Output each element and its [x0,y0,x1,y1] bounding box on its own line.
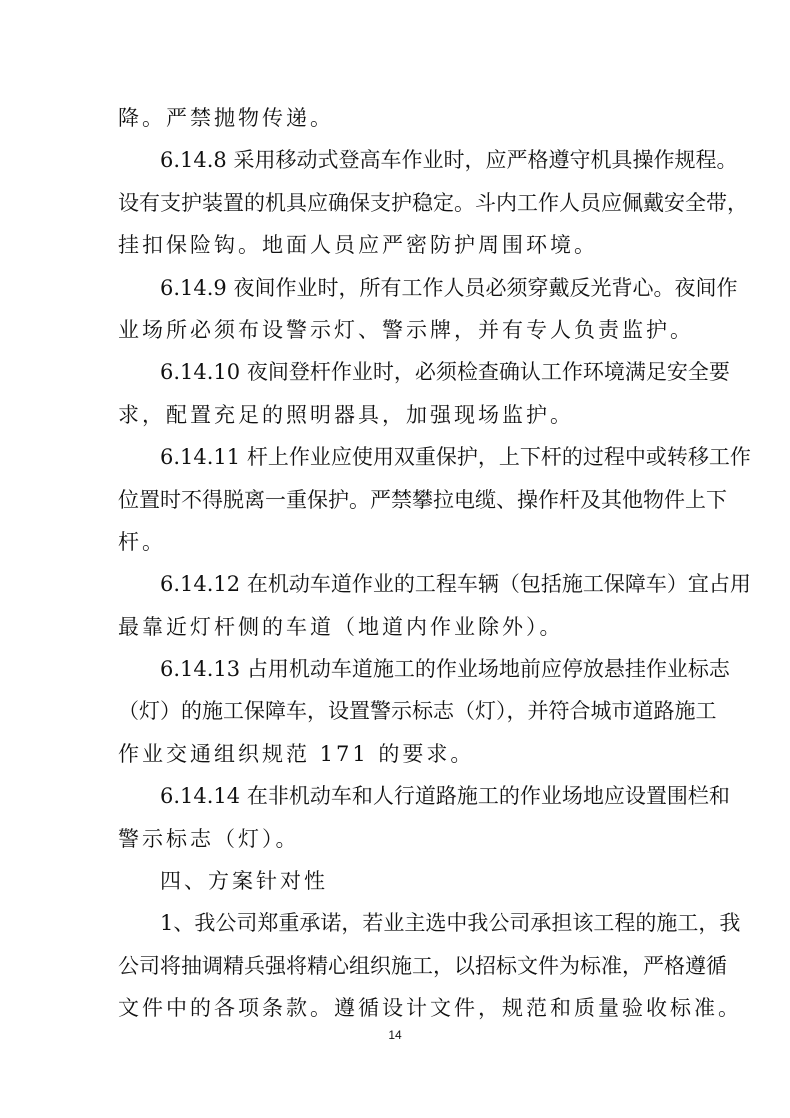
text-line: 6.14.8 采用移动式登高车作业时，应严格遵守机具操作规程。 [160,148,738,173]
text-line: 最靠近灯杆侧的车道（地道内作业除外）。 [118,614,564,639]
text-line: 降。严禁抛物传递。 [118,106,334,130]
text-line: 文件中的各项条款。遵循设计文件，规范和质量验收标准。 [118,996,742,1021]
text-line: 位置时不得脱离一重保护。严禁攀拉电缆、操作杆及其他物件上下 [118,487,727,512]
text-line: （灯）的施工保障车，设置警示标志（灯），并符合城市道路施工 [118,699,717,724]
text-line: 挂扣保险钩。地面人员应严密防护周围环境。 [118,233,598,258]
text-line: 1、我公司郑重承诺，若业主选中我公司承担该工程的施工，我 [160,911,741,936]
text-line: 杆。 [118,529,166,554]
body-text [118,97,751,1030]
text-line: 6.14.12 在机动车道作业的工程车辆（包括施工保障车）宜占用 [160,572,751,597]
text-line: 求，配置充足的照明器具，加强现场监护。 [118,402,574,427]
text-line: 设有支护装置的机具应确保支护稳定。斗内工作人员应佩戴安全带， [118,190,748,215]
text-line: 作业交通组织规范 171 的要求。 [118,741,475,766]
text-line: 业场所必须布设警示灯、警示牌，并有专人负责监护。 [118,317,694,342]
text-line: 警示标志（灯）。 [118,826,300,851]
page-number: 14 [388,1028,402,1042]
text-line: 四、方案针对性 [160,869,328,894]
text-line: 6.14.14 在非机动车和人行道路施工的作业场地应设置围栏和 [160,784,730,809]
text-line: 6.14.13 占用机动车道施工的作业场地前应停放悬挂作业标志 [160,657,730,682]
text-line: 公司将抽调精兵强将精心组织施工，以招标文件为标准，严格遵循 [118,953,727,978]
text-line: 6.14.9 夜间作业时，所有工作人员必须穿戴反光背心。夜间作 [160,275,738,300]
text-line: 6.14.10 夜间登杆作业时，必须检查确认工作环境满足安全要 [160,360,730,385]
text-line: 6.14.11 杆上作业应使用双重保护，上下杆的过程中或转移工作 [160,445,751,470]
